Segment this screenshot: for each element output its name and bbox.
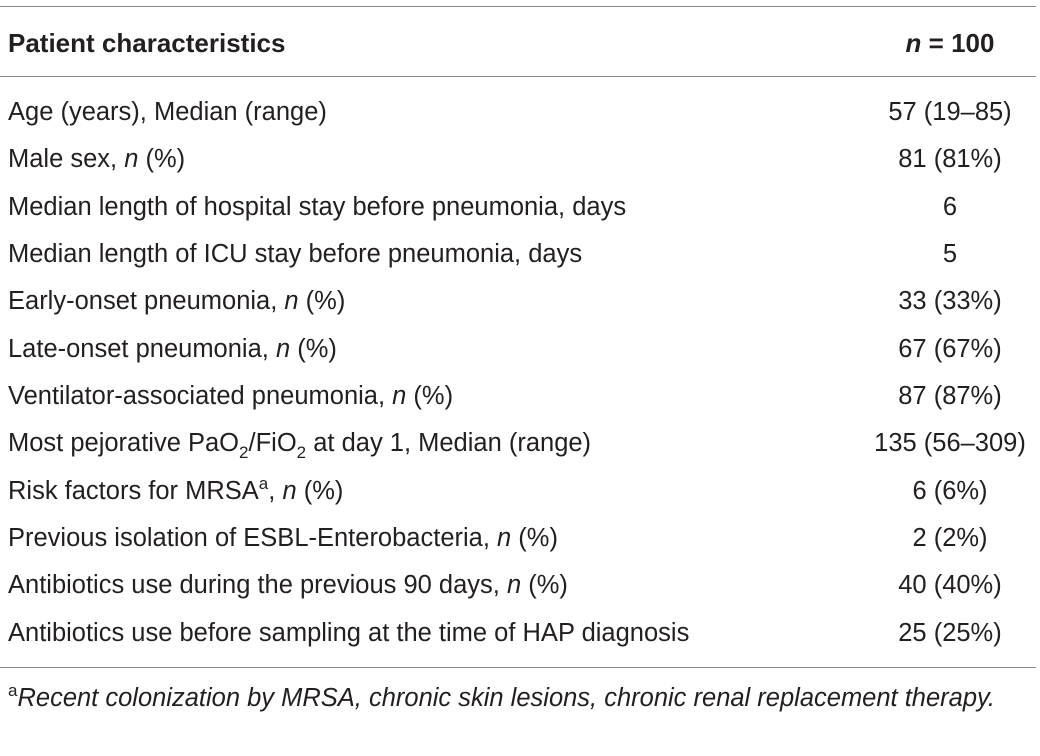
row-label: Male sex, n (%) (8, 145, 186, 173)
table-row (0, 285, 1040, 332)
table-header-rule (0, 76, 1036, 77)
row-label: Early-onset pneumonia, n (%) (8, 287, 346, 315)
table-row (0, 380, 1040, 427)
row-value: 81 (81%) (898, 145, 1002, 173)
column-header-n (860, 26, 1040, 60)
table-row (0, 427, 1040, 474)
n-symbol: n (905, 28, 922, 58)
footnote-text: Recent colonization by MRSA, chronic skin lesions, chronic renal replacement therapy. (17, 684, 995, 712)
table-row (0, 475, 1040, 522)
table-row (0, 191, 1040, 238)
table-top-rule (0, 6, 1036, 7)
row-value: 33 (33%) (898, 287, 1002, 315)
table-row (0, 569, 1040, 616)
table-row (0, 333, 1040, 380)
row-label: Antibiotics use before sampling at the time of HAP diagnosis (8, 619, 690, 647)
table-bottom-rule (0, 667, 1036, 668)
row-value: 57 (19–85) (888, 98, 1012, 126)
row-label: Ventilator-associated pneumonia, n (%) (8, 382, 454, 410)
row-value: 5 (942, 240, 958, 268)
row-label: Antibiotics use during the previous 90 days, n (%) (8, 571, 568, 599)
table-row (0, 96, 1040, 143)
row-label: Median length of ICU stay before pneumonia, days (8, 240, 583, 268)
row-value: 25 (25%) (898, 619, 1002, 647)
row-label: Median length of hospital stay before pneumonia, days (8, 193, 627, 221)
table-row (0, 238, 1040, 285)
column-header-characteristics: Patient characteristics (8, 28, 286, 58)
row-label: Risk factors for MRSA$^a$, n (%) (8, 474, 344, 505)
row-value: 135 (56–309) (874, 429, 1026, 457)
row-label: Late-onset pneumonia, n (%) (8, 335, 337, 363)
row-value: 2 (2%) (912, 524, 988, 552)
row-label: Previous isolation of ESBL-Enterobacteria, n (%) (8, 524, 558, 552)
table-row (0, 522, 1040, 569)
footnote-marker: a (8, 681, 18, 700)
row-value: 67 (67%) (898, 335, 1002, 363)
table-row (0, 143, 1040, 190)
row-label: Age (years), Median (range) (8, 98, 327, 126)
row-value: 87 (87%) (898, 382, 1002, 410)
table-row (0, 617, 1040, 664)
table-footnote (8, 680, 1032, 719)
row-value: 6 (6%) (912, 477, 988, 505)
footnote-marker: a (258, 474, 269, 493)
row-label: Most pejorative PaO$_2$/FiO$_2$ at day 1, Median (range) (8, 429, 592, 462)
row-value: 40 (40%) (898, 571, 1002, 599)
row-value: 6 (942, 193, 958, 221)
n-value: = 100 (921, 28, 995, 58)
